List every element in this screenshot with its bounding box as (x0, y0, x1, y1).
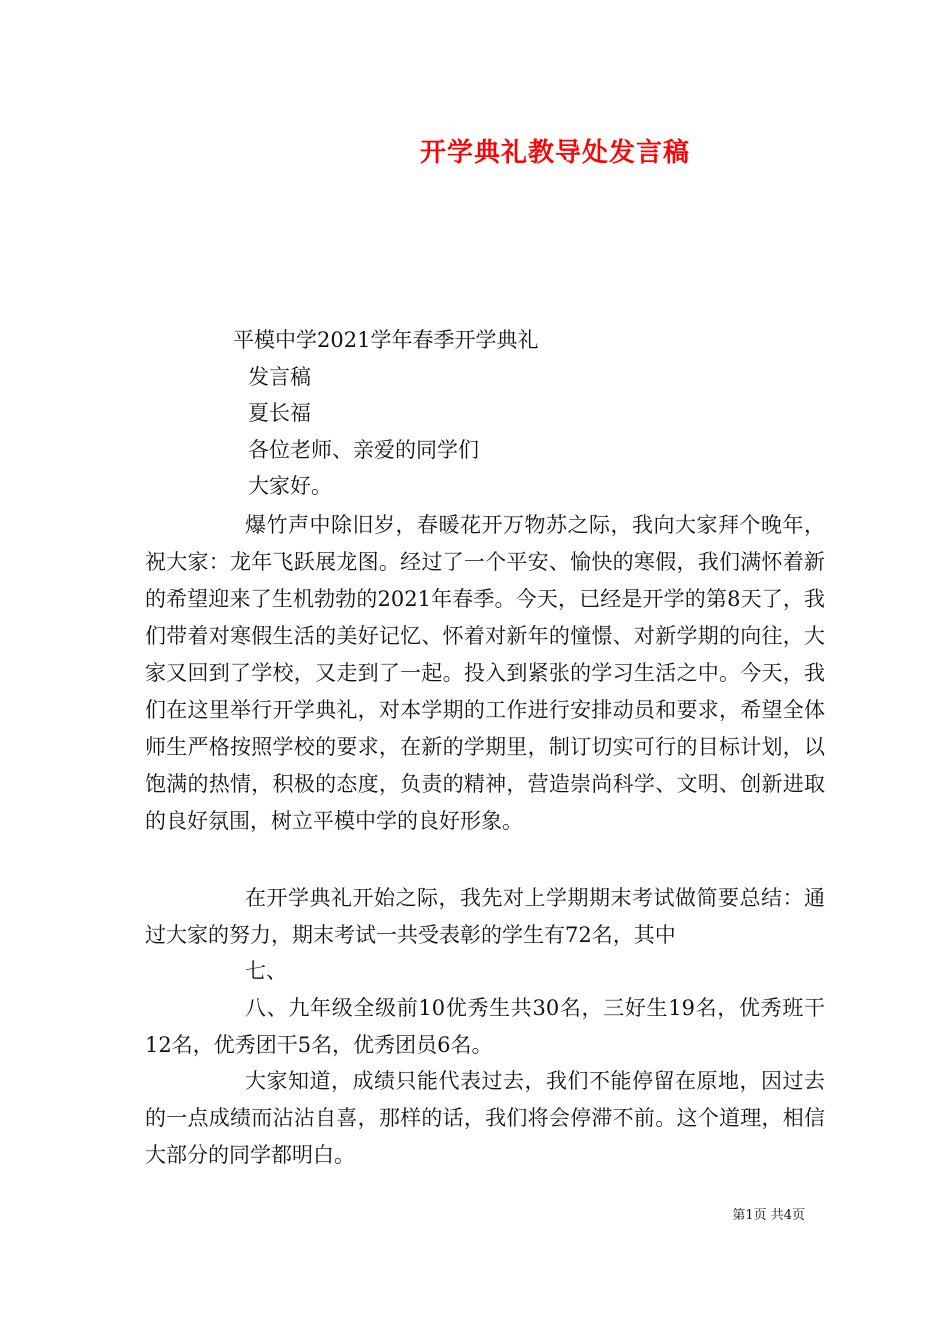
page-number: 第1页 共4页 (732, 1208, 805, 1223)
paragraph-grade-seven: 七、 (245, 959, 287, 983)
header-line-type: 发言稿 (248, 365, 311, 389)
paragraph-summary: 在开学典礼开始之际，我先对上学期期末考试做简要总结：通过大家的努力，期末考试一共受表彰的学生有72名，其中 (145, 886, 825, 947)
header-line-greeting: 大家好。 (248, 474, 332, 498)
header-line-author: 夏长福 (248, 401, 311, 425)
paragraph-awards: 八、九年级全级前10优秀生共30名，三好生19名，优秀班干12名，优秀团干5名，优秀团员6名。 (145, 996, 825, 1057)
header-line-school: 平模中学2021学年春季开学典礼 (233, 328, 539, 352)
paragraph-reflection: 大家知道，成绩只能代表过去，我们不能停留在原地，因过去的一点成绩而沾沾自喜，那样的话，我们将会停滞不前。这个道理，相信大部分的同学都明白。 (145, 1069, 825, 1167)
document-title: 开学典礼教导处发言稿 (420, 138, 691, 168)
header-line-salutation: 各位老师、亲爱的同学们 (248, 438, 479, 462)
paragraph-opening: 爆竹声中除旧岁，春暖花开万物苏之际，我向大家拜个晚年，祝大家：龙年飞跃展龙图。经过了一个平安、愉快的寒假，我们满怀着新的希望迎来了生机勃勃的2021年春季。今天，已经是开学的第8天了，我们带着对寒假生活的美好记忆、怀着对新年的憧憬、对新学期的向往，大家又回到了学校，又走到了一起。投入到紧张的学习生活之中。今天，我们在这里举行开学典礼，对本学期的工作进行安排动员和要求，希望全体师生严格按照学校的要求，在新的学期里，制订切实可行的目标计划，以饱满的热情，积极的态度，负责的精神，营造崇尚科学、文明、创新进取的良好氛围，树立平模中学的良好形象。 (145, 513, 825, 833)
